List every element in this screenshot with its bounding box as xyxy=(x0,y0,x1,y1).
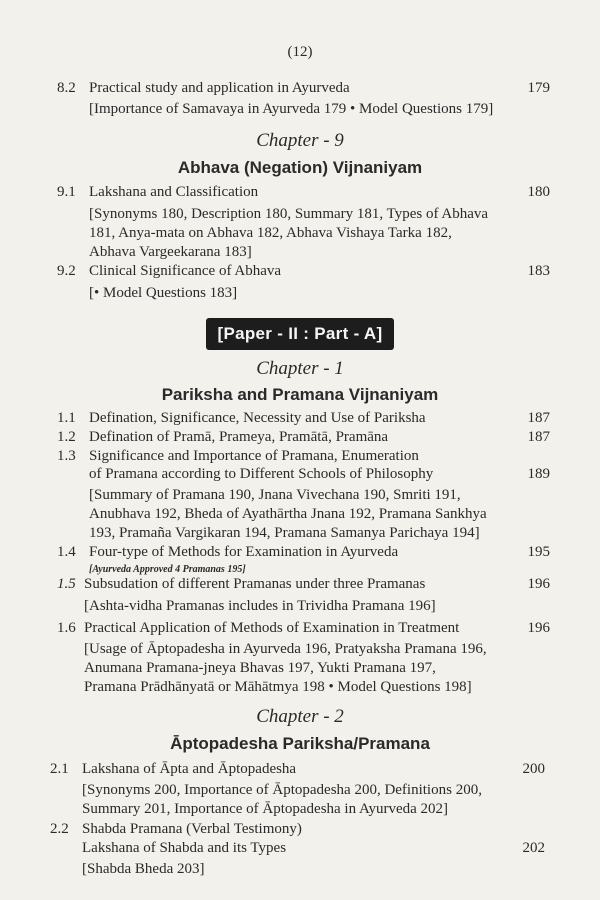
entry-number: 1.4 xyxy=(57,544,76,560)
entry-title-cont: of Pramana according to Different Schools of Philosophy xyxy=(89,466,434,482)
entry-title: Clinical Significance of Abhava xyxy=(89,263,282,279)
entry-subtopics: [Importance of Samavaya in Ayurveda 179 • Model Questions 179] xyxy=(89,101,494,117)
entry-subtopics: [Synonyms 200, Importance of Āptopadesha 200, Definitions 200, xyxy=(82,782,482,798)
entry-subtopics: Abhava Vargeekarana 183] xyxy=(89,244,252,260)
part-banner: [Paper - II : Part - A] xyxy=(206,318,395,350)
entry-number: 8.2 xyxy=(57,80,76,96)
entry-subtopics: [Ashta-vidha Pramanas includes in Trividha Pramana 196] xyxy=(84,598,436,614)
entry-subtopics: Summary 201, Importance of Āptopadesha in Ayurveda 202] xyxy=(82,801,449,817)
entry-title: Defination of Pramā, Prameya, Pramātā, Pramāna xyxy=(89,429,389,445)
entry-subtopics: [Synonyms 180, Description 180, Summary 181, Types of Abhava xyxy=(89,206,489,222)
entry-subtopics: [Usage of Āptopadesha in Ayurveda 196, Pratyaksha Pramana 196, xyxy=(84,641,487,657)
chapter-label: Chapter - 9 xyxy=(256,130,344,151)
entry-title: Four-type of Methods for Examination in Ayurveda xyxy=(89,544,399,560)
entry-title: Subsudation of different Pramanas under three Pramanas xyxy=(84,576,426,592)
entry-page: 195 xyxy=(527,544,550,560)
entry-page: 196 xyxy=(527,620,550,636)
entry-subtopics: [Summary of Pramana 190, Jnana Vivechana 190, Smriti 191, xyxy=(89,487,461,503)
entry-number: 2.1 xyxy=(50,761,69,777)
entry-title: Lakshana and Classification xyxy=(89,184,259,200)
entry-number: 9.2 xyxy=(57,263,76,279)
entry-title-cont: Lakshana of Shabda and its Types xyxy=(82,840,287,856)
entry-subtopics: 181, Anya-mata on Abhava 182, Abhava Vishaya Tarka 182, xyxy=(89,225,452,241)
entry-number: 1.2 xyxy=(57,429,76,445)
chapter-label: Chapter - 1 xyxy=(256,358,344,379)
chapter-title: Abhava (Negation) Vijnaniyam xyxy=(177,158,423,177)
entry-subtopics: Pramana Prādhānyatā or Māhātmya 198 • Model Questions 198] xyxy=(84,679,472,695)
entry-page: 189 xyxy=(527,466,550,482)
entry-number: 9.1 xyxy=(57,184,76,200)
entry-number: 1.6 xyxy=(57,620,76,636)
entry-subtopics: 193, Pramaña Vargikaran 194, Pramana Samanya Parichaya 194] xyxy=(89,525,480,541)
chapter-title: Āptopadesha Pariksha/Pramana xyxy=(170,734,430,753)
entry-title: Defination, Significance, Necessity and Use of Pariksha xyxy=(89,410,426,426)
entry-page: 200 xyxy=(522,761,545,777)
chapter-title: Pariksha and Pramana Vijnaniyam xyxy=(161,385,439,404)
entry-title: Significance and Importance of Pramana, Enumeration xyxy=(89,448,419,464)
page-number: (12) xyxy=(287,44,313,60)
entry-subtopics: Anumana Pramana-jneya Bhavas 197, Yukti Pramana 197, xyxy=(84,660,436,676)
chapter-label: Chapter - 2 xyxy=(256,706,344,727)
entry-page: 180 xyxy=(527,184,550,200)
entry-number: 1.3 xyxy=(57,448,76,464)
entry-subtopics: Anubhava 192, Bheda of Ayathārtha Jnana 192, Pramana Sankhya xyxy=(89,506,487,522)
entry-page: 187 xyxy=(527,429,550,445)
entry-subtopics: [• Model Questions 183] xyxy=(89,285,238,301)
entry-subtopics: [Shabda Bheda 203] xyxy=(82,861,205,877)
entry-number: 1.5 xyxy=(57,576,76,592)
entry-page: 196 xyxy=(527,576,550,592)
entry-number: 1.1 xyxy=(57,410,76,426)
entry-page: 187 xyxy=(527,410,550,426)
part-banner-wrap xyxy=(0,318,600,350)
entry-number: 2.2 xyxy=(50,821,69,837)
entry-subtopics: [Ayurveda Approved 4 Pramanas 195] xyxy=(89,564,246,575)
entry-page: 183 xyxy=(527,263,550,279)
entry-page: 179 xyxy=(527,80,550,96)
entry-title: Lakshana of Āpta and Āptopadesha xyxy=(82,761,297,777)
entry-title: Practical Application of Methods of Examination in Treatment xyxy=(84,620,460,636)
entry-title: Practical study and application in Ayurveda xyxy=(89,80,350,96)
entry-page: 202 xyxy=(522,840,545,856)
entry-title: Shabda Pramana (Verbal Testimony) xyxy=(82,821,302,837)
